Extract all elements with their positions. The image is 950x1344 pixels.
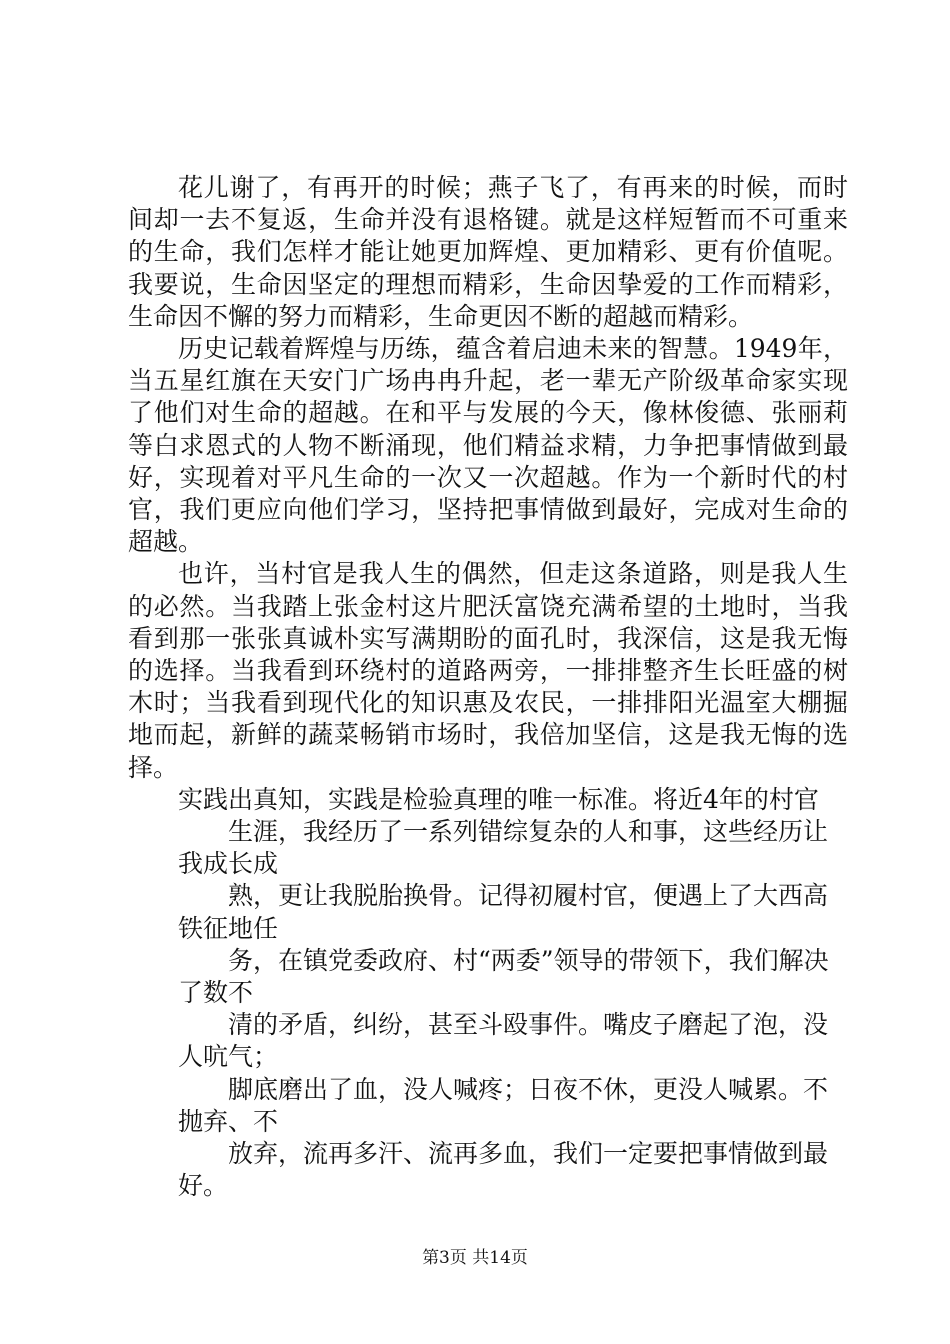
broken-line: 熟，更让我脱胎换骨。记得初履村官，便遇上了大西高铁征地任 [178, 881, 829, 943]
broken-line: 放弃，流再多汗、流再多血，我们一定要把事情做到最好。 [178, 1139, 829, 1201]
body-text [128, 172, 848, 1203]
page-footer: 第3页 共14页 [422, 1248, 528, 1268]
broken-line: 脚底磨出了血，没人喊疼；日夜不休，更没人喊累。不抛弃、不 [178, 1074, 829, 1136]
broken-line: 清的矛盾，纠纷，甚至斗殴事件。嘴皮子磨起了泡，没人吭气； [178, 1010, 829, 1072]
broken-line: 实践出真知，实践是检验真理的唯一标准。将近4年的村官 [178, 784, 819, 814]
paragraph: 花儿谢了，有再开的时候；燕子飞了，有再来的时候，而时间却一去不复返，生命并没有退格键。就是这样短暂而不可重来的生命，我们怎样才能让她更加辉煌、更加精彩、更有价值呢。我要说，生命因坚定的理想而精彩，生命因挚爱的工作而精彩，生命因不懈的努力而精彩，生命更因不断的超越而精彩。 [128, 173, 848, 331]
paragraph: 历史记载着辉煌与历练，蕴含着启迪未来的智慧。1949年，当五星红旗在天安门广场冉冉升起，老一辈无产阶级革命家实现了他们对生命的超越。在和平与发展的今天，像林俊德、张丽莉等白求恩式的人物不断涌现，他们精益求精，力争把事情做到最好，实现着对平凡生命的一次又一次超越。作为一个新时代的村官，我们更应向他们学习，坚持把事情做到最好，完成对生命的超越。 [128, 334, 848, 557]
broken-line: 生涯，我经历了一系列错综复杂的人和事，这些经历让我成长成 [178, 817, 829, 879]
paragraph: 也许，当村官是我人生的偶然，但走这条道路，则是我人生的必然。当我踏上张金村这片肥沃富饶充满希望的土地时，当我看到那一张张真诚朴实写满期盼的面孔时，我深信，这是我无悔的选择。当我看到环绕村的道路两旁，一排排整齐生长旺盛的树木时；当我看到现代化的知识惠及农民，一排排阳光温室大棚掘地而起，新鲜的蔬菜畅销市场时，我倍加坚信，这是我无悔的选择。 [128, 559, 848, 782]
broken-line: 务，在镇党委政府、村“两委”领导的带领下，我们解决了数不 [178, 945, 829, 1008]
